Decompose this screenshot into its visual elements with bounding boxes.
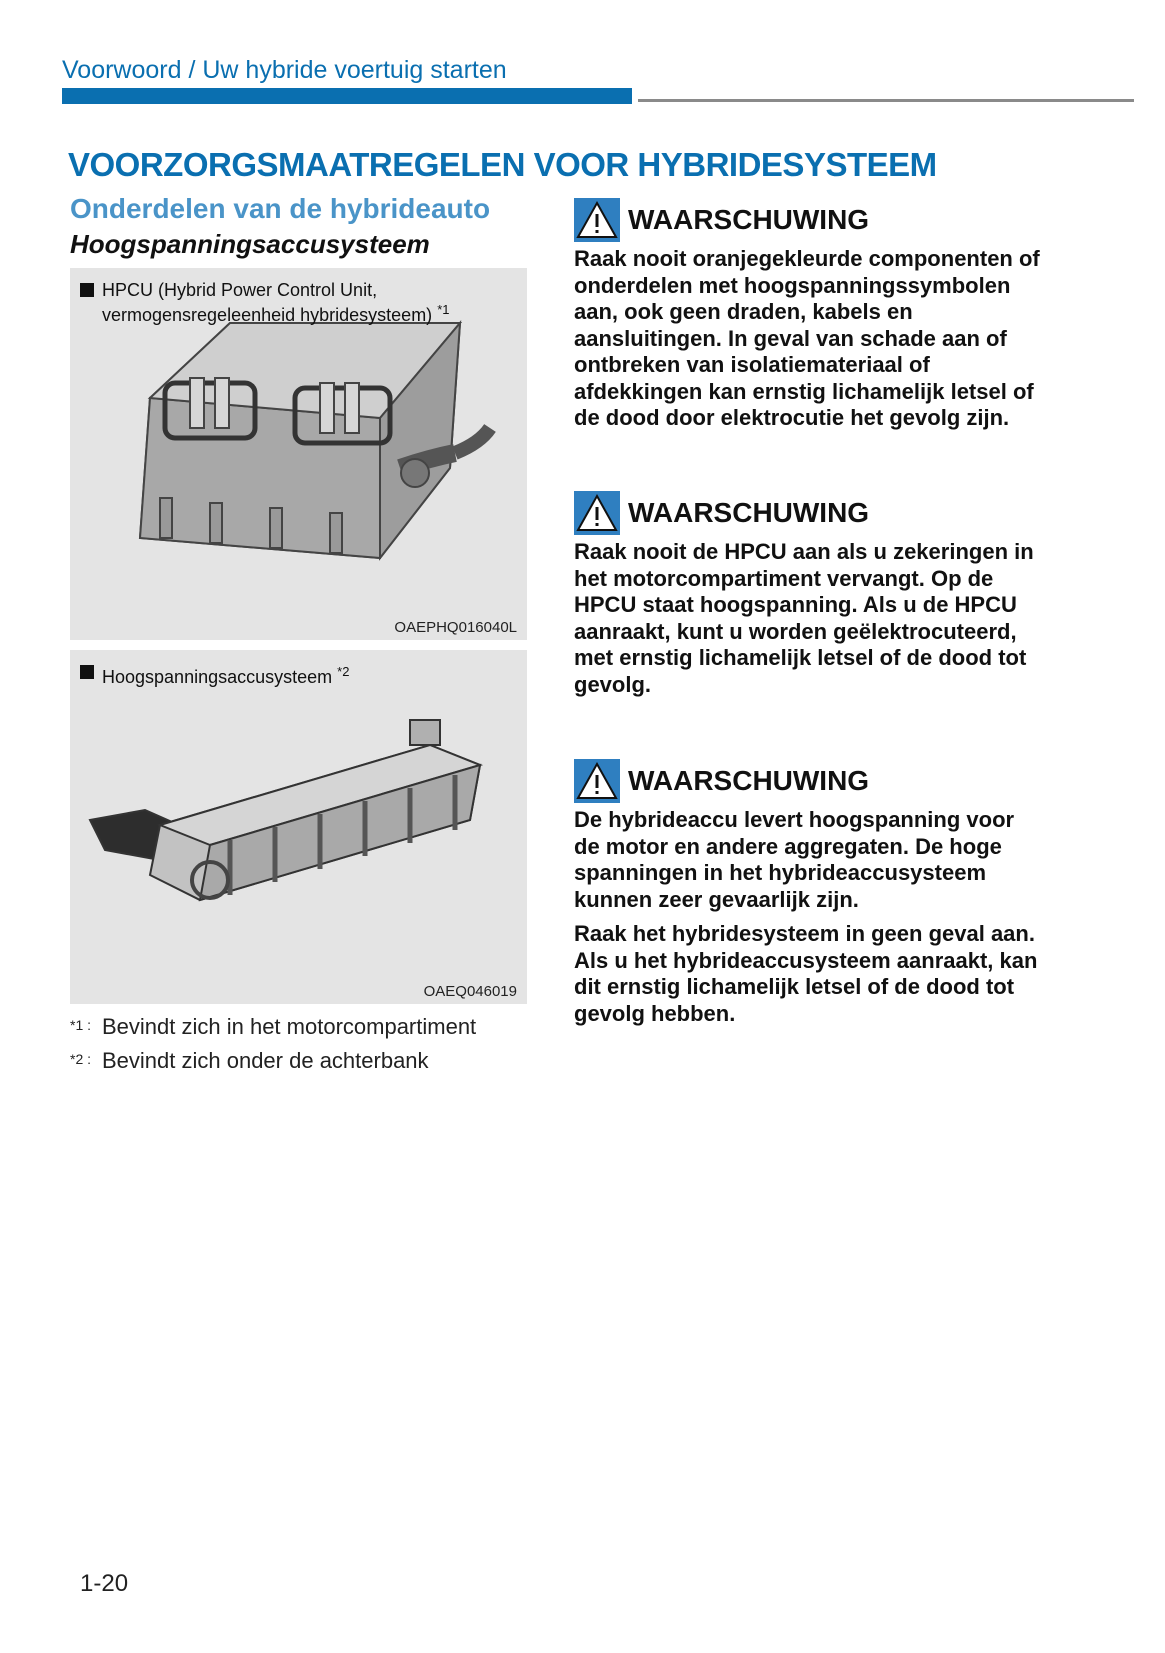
- warning-box-3: [574, 759, 1044, 1035]
- warning-box-1: [574, 198, 1044, 440]
- warning-title: WAARSCHUWING: [628, 765, 870, 796]
- warning-triangle-icon: [574, 759, 620, 803]
- warning-text: Raak nooit oranjegekleurde componenten of onderdelen met hoogspanningssymbolen aan, ook geen draden, kabels en aansluitingen. In geval van schade aan of ontbreken van isolatiemateriaal of afdekkingen kan ernstig lichamelijk letsel of de dood door elektrocutie het gevolg zijn.: [574, 246, 1040, 430]
- footnote-text: Bevindt zich onder de achterbank: [102, 1048, 429, 1073]
- footnote-2: [70, 1048, 429, 1074]
- figure-hpcu: [70, 268, 527, 640]
- footnote-1: [70, 1014, 476, 1040]
- warning-text: Raak nooit de HPCU aan als u zekeringen in het motorcompartiment vervangt. Op de HPCU staat hoogspanning. Als u de HPCU aanraakt, kunt u worden geëlektrocuteerd, met ernstig lichamelijk letsel of de dood tot gevolg.: [574, 539, 1034, 697]
- warning-text: De hybrideaccu levert hoogspanning voor de motor en andere aggregaten. De hoge spanningen in het hybrideaccusysteem kunnen zeer gevaarlijk zijn. Raak het hybridesysteem in geen geval aan. Als u het hybrideaccusysteem aanraakt, kan dit ernstig lichamelijk letsel of de dood tot gevolg hebben.: [574, 807, 1038, 1026]
- warning-triangle-icon: [574, 491, 620, 535]
- warning-triangle-icon: [574, 198, 620, 242]
- figure-battery: [70, 650, 527, 1004]
- battery-illustration: [70, 650, 527, 1004]
- warning-title: WAARSCHUWING: [628, 497, 870, 528]
- header-bar-accent: [62, 88, 632, 104]
- warning-header: [574, 759, 1044, 803]
- warning-title: WAARSCHUWING: [628, 204, 870, 235]
- bullet-square-icon: [80, 665, 94, 679]
- page-number: 1-20: [80, 1570, 129, 1597]
- figure-code-battery: OAEQ046019: [423, 983, 517, 1000]
- figure-caption-battery: Hoogspanningsaccusysteem $^{*2}$: [80, 662, 517, 687]
- footnote-mark: *1 :: [70, 1017, 92, 1033]
- footnote-mark: *2 :: [70, 1051, 92, 1067]
- warning-box-2: [574, 491, 1044, 706]
- warning-header: [574, 198, 1044, 242]
- footnote-text: Bevindt zich in het motorcompartiment: [102, 1014, 477, 1039]
- page-title: VOORZORGSMAATREGELEN VOOR HYBRIDESYSTEEM: [68, 146, 937, 183]
- subsection-title: Hoogspanningsaccusysteem: [70, 229, 430, 259]
- warning-header: [574, 491, 1044, 535]
- breadcrumb: Voorwoord / Uw hybride voertuig starten: [62, 56, 507, 84]
- section-title: Onderdelen van de hybrideauto: [70, 193, 491, 224]
- figure-code-hpcu: OAEPHQ016040L: [394, 619, 517, 636]
- bullet-square-icon: [80, 283, 94, 297]
- header-divider: [638, 99, 1134, 102]
- figure-caption-hpcu: HPCU (Hybrid Power Control Unit, vermogensregeleenheid hybridesysteem) $^{*1}$: [80, 280, 517, 325]
